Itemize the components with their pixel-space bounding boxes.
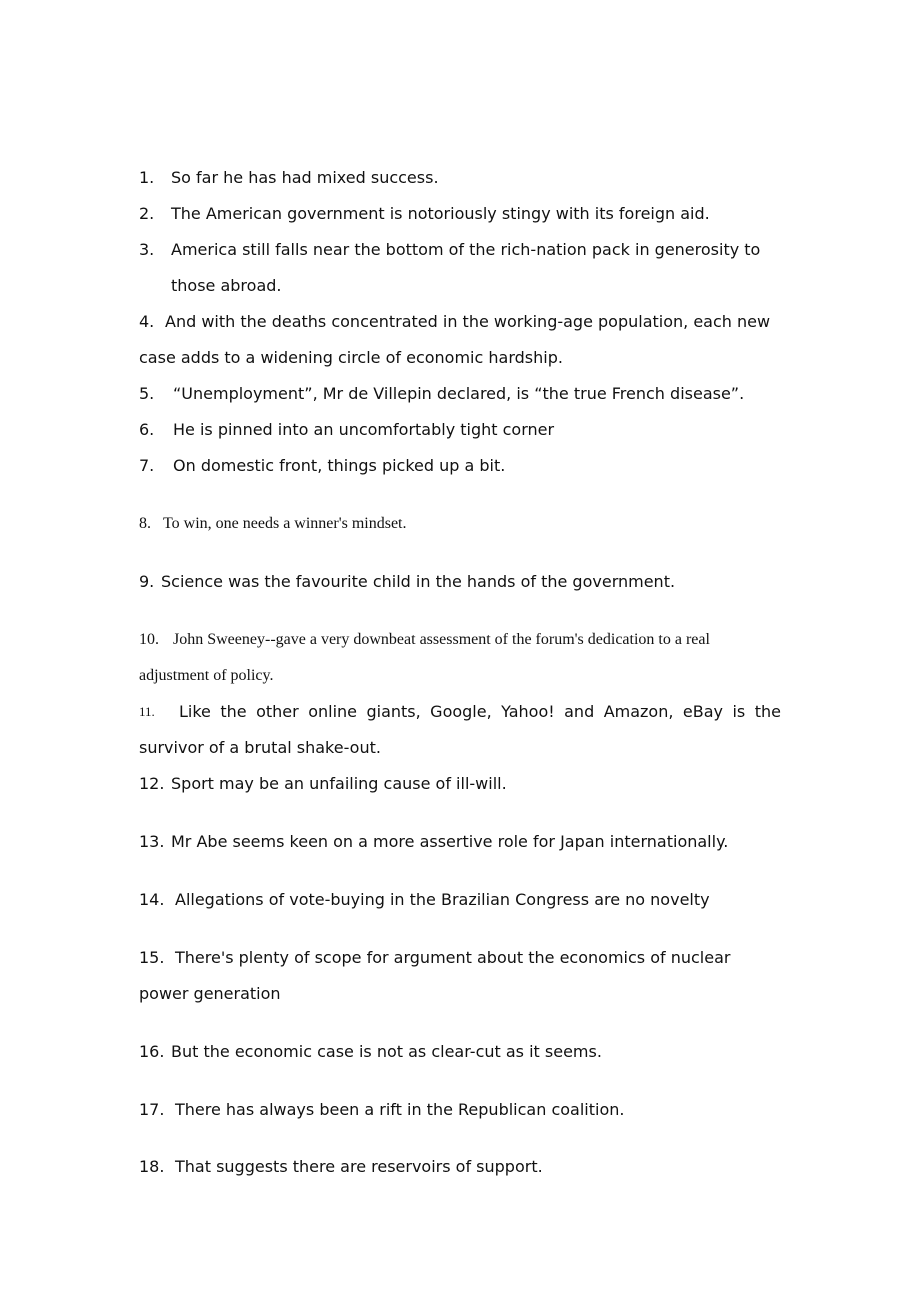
- item-number: 9.: [139, 572, 155, 591]
- list-item: [139, 420, 554, 440]
- list-item-continuation: [139, 984, 281, 1004]
- list-item: [139, 774, 507, 794]
- item-number: 2.: [139, 204, 155, 223]
- item-text: Sport may be an unfailing cause of ill-will.: [171, 774, 507, 793]
- item-number: 3.: [139, 240, 155, 259]
- item-text: He is pinned into an uncomfortably tight corner: [173, 420, 555, 439]
- item-text: Allegations of vote-buying in the Brazilian Congress are no novelty: [175, 890, 710, 909]
- item-number: 4.: [139, 312, 155, 331]
- item-number: 1.: [139, 168, 155, 187]
- list-item-continuation: [171, 276, 282, 296]
- item-text: Like the other online giants, Google, Yahoo! and Amazon, eBay is the: [179, 702, 781, 721]
- list-item: [139, 572, 675, 592]
- item-number: 8.: [139, 515, 151, 532]
- item-text: There's plenty of scope for argument about the economics of nuclear: [175, 948, 731, 967]
- item-number: 5.: [139, 384, 155, 403]
- item-number: 10.: [139, 631, 159, 648]
- list-item: [139, 514, 407, 534]
- item-text: adjustment of policy.: [139, 667, 274, 684]
- list-item: [139, 168, 439, 188]
- item-text: those abroad.: [171, 276, 282, 295]
- list-item: [139, 240, 760, 260]
- list-item: [139, 456, 505, 476]
- item-number: 16.: [139, 1042, 165, 1061]
- item-text: So far he has had mixed success.: [171, 168, 439, 187]
- item-text: But the economic case is not as clear-cut as it seems.: [171, 1042, 602, 1061]
- item-text: Science was the favourite child in the hands of the government.: [161, 572, 676, 591]
- item-number: 12.: [139, 774, 165, 793]
- list-item: [139, 702, 781, 722]
- item-text: There has always been a rift in the Republican coalition.: [175, 1100, 625, 1119]
- item-text: To win, one needs a winner's mindset.: [163, 515, 407, 532]
- item-text: On domestic front, things picked up a bit.: [173, 456, 506, 475]
- item-number: 15.: [139, 948, 165, 967]
- list-item: [139, 384, 744, 404]
- item-number: 13.: [139, 832, 165, 851]
- item-number: 6.: [139, 420, 155, 439]
- list-item: [139, 890, 710, 910]
- item-number: 18.: [139, 1157, 165, 1176]
- list-item-continuation: [139, 348, 563, 368]
- item-text: The American government is notoriously stingy with its foreign aid.: [171, 204, 710, 223]
- list-item: [139, 948, 730, 968]
- item-text: power generation: [139, 984, 281, 1003]
- item-number: 17.: [139, 1100, 165, 1119]
- item-text: John Sweeney--gave a very downbeat assessment of the forum's dedication to a real: [173, 631, 710, 648]
- list-item: [139, 1100, 624, 1120]
- item-number: 7.: [139, 456, 155, 475]
- item-number: 14.: [139, 890, 165, 909]
- list-item: [139, 1157, 543, 1177]
- item-text: America still falls near the bottom of the rich-nation pack in generosity to: [171, 240, 761, 259]
- list-item: [139, 312, 770, 332]
- list-item: [139, 630, 710, 650]
- item-text: That suggests there are reservoirs of support.: [175, 1157, 543, 1176]
- item-text: survivor of a brutal shake-out.: [139, 738, 381, 757]
- item-text: case adds to a widening circle of economic hardship.: [139, 348, 563, 367]
- list-item-continuation: [139, 738, 381, 758]
- list-item: [139, 832, 728, 852]
- list-item-continuation: [139, 666, 274, 686]
- item-text: And with the deaths concentrated in the working-age population, each new: [165, 312, 771, 331]
- item-number: 11.: [139, 704, 155, 719]
- item-text: Mr Abe seems keen on a more assertive role for Japan internationally.: [171, 832, 729, 851]
- list-item: [139, 204, 710, 224]
- item-text: “Unemployment”, Mr de Villepin declared, is “the true French disease”.: [173, 384, 745, 403]
- list-item: [139, 1042, 602, 1062]
